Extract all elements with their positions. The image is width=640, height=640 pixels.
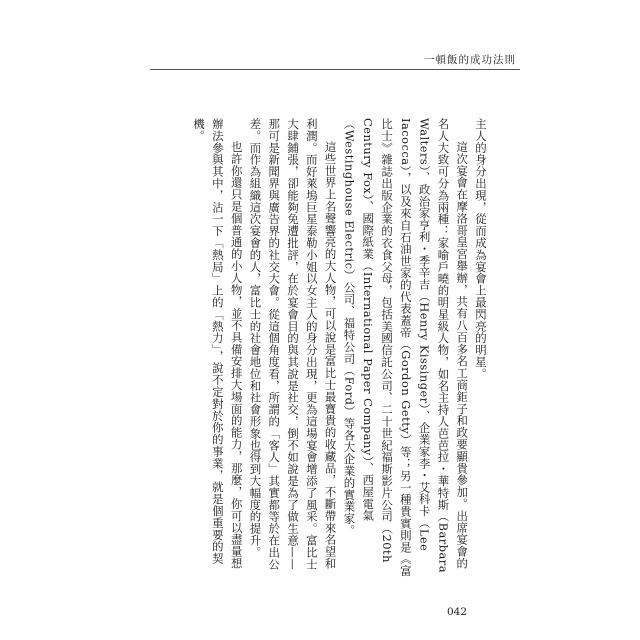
paragraph: 這些世界上名聲響亮的大人物，可以說是富比士最寶貴的收藏品，不斷帶來名望和利潤。而好萊塢巨星泰勒小姐以女主人的身分出現，更為這場宴會增添了風采。富比士大肆鋪張，卻能夠免遭批評，在於宴會目的與其說是社交，倒不如說是為了做生意——那可是新聞界與廣告界的社交大會。從這個角度看，所謂的「客人」其實都等於在出公差。而作為組織這次宴會的人，富比士的社會地位和社會形象也得到大幅度的提升。 bbox=[248, 118, 338, 571]
body-text bbox=[130, 118, 490, 578]
running-title: 一頓飯的成功法則 bbox=[424, 54, 516, 66]
paragraph: 這次宴會在摩洛哥皇宮舉辦，共有八百多名工商鉅子和政要顯貴參加。出席宴會的名人大致可分為兩種：家喻戶曉的明星級人物，如名主持人芭芭拉・華特斯（Barbara Walters）、政治家亨利・季辛吉（Henry Kissinger）、企業家李・艾科卡（Lee Iacocca），以及來自石油世家的代表蓋帝（Gordon Getty）等；另一種貴賓則是《富比士》雜誌出版企業的衣食父母，包括美國信託公司、二十世紀福斯影片公司（20th Century Fox）、國際紙業（International Paper Company）、西屋電氣（Westinghouse Electric）公司、福特公司（Ford）等各大企業的實業家。 bbox=[342, 118, 470, 578]
paragraph: 主人的身分出現，從而成為宴會上最閃亮的明星。 bbox=[474, 118, 488, 380]
header-divider bbox=[150, 69, 520, 70]
paragraph: 也許你還只是個普通的小人物，並不具備安排大場面的能力，那麼，你可以盡量想辦法參與其中，沾一下「熱局」上的「熱力」，說不定對於你的事業，就是個重要的契機。 bbox=[192, 118, 244, 570]
page-number: 042 bbox=[447, 606, 468, 618]
